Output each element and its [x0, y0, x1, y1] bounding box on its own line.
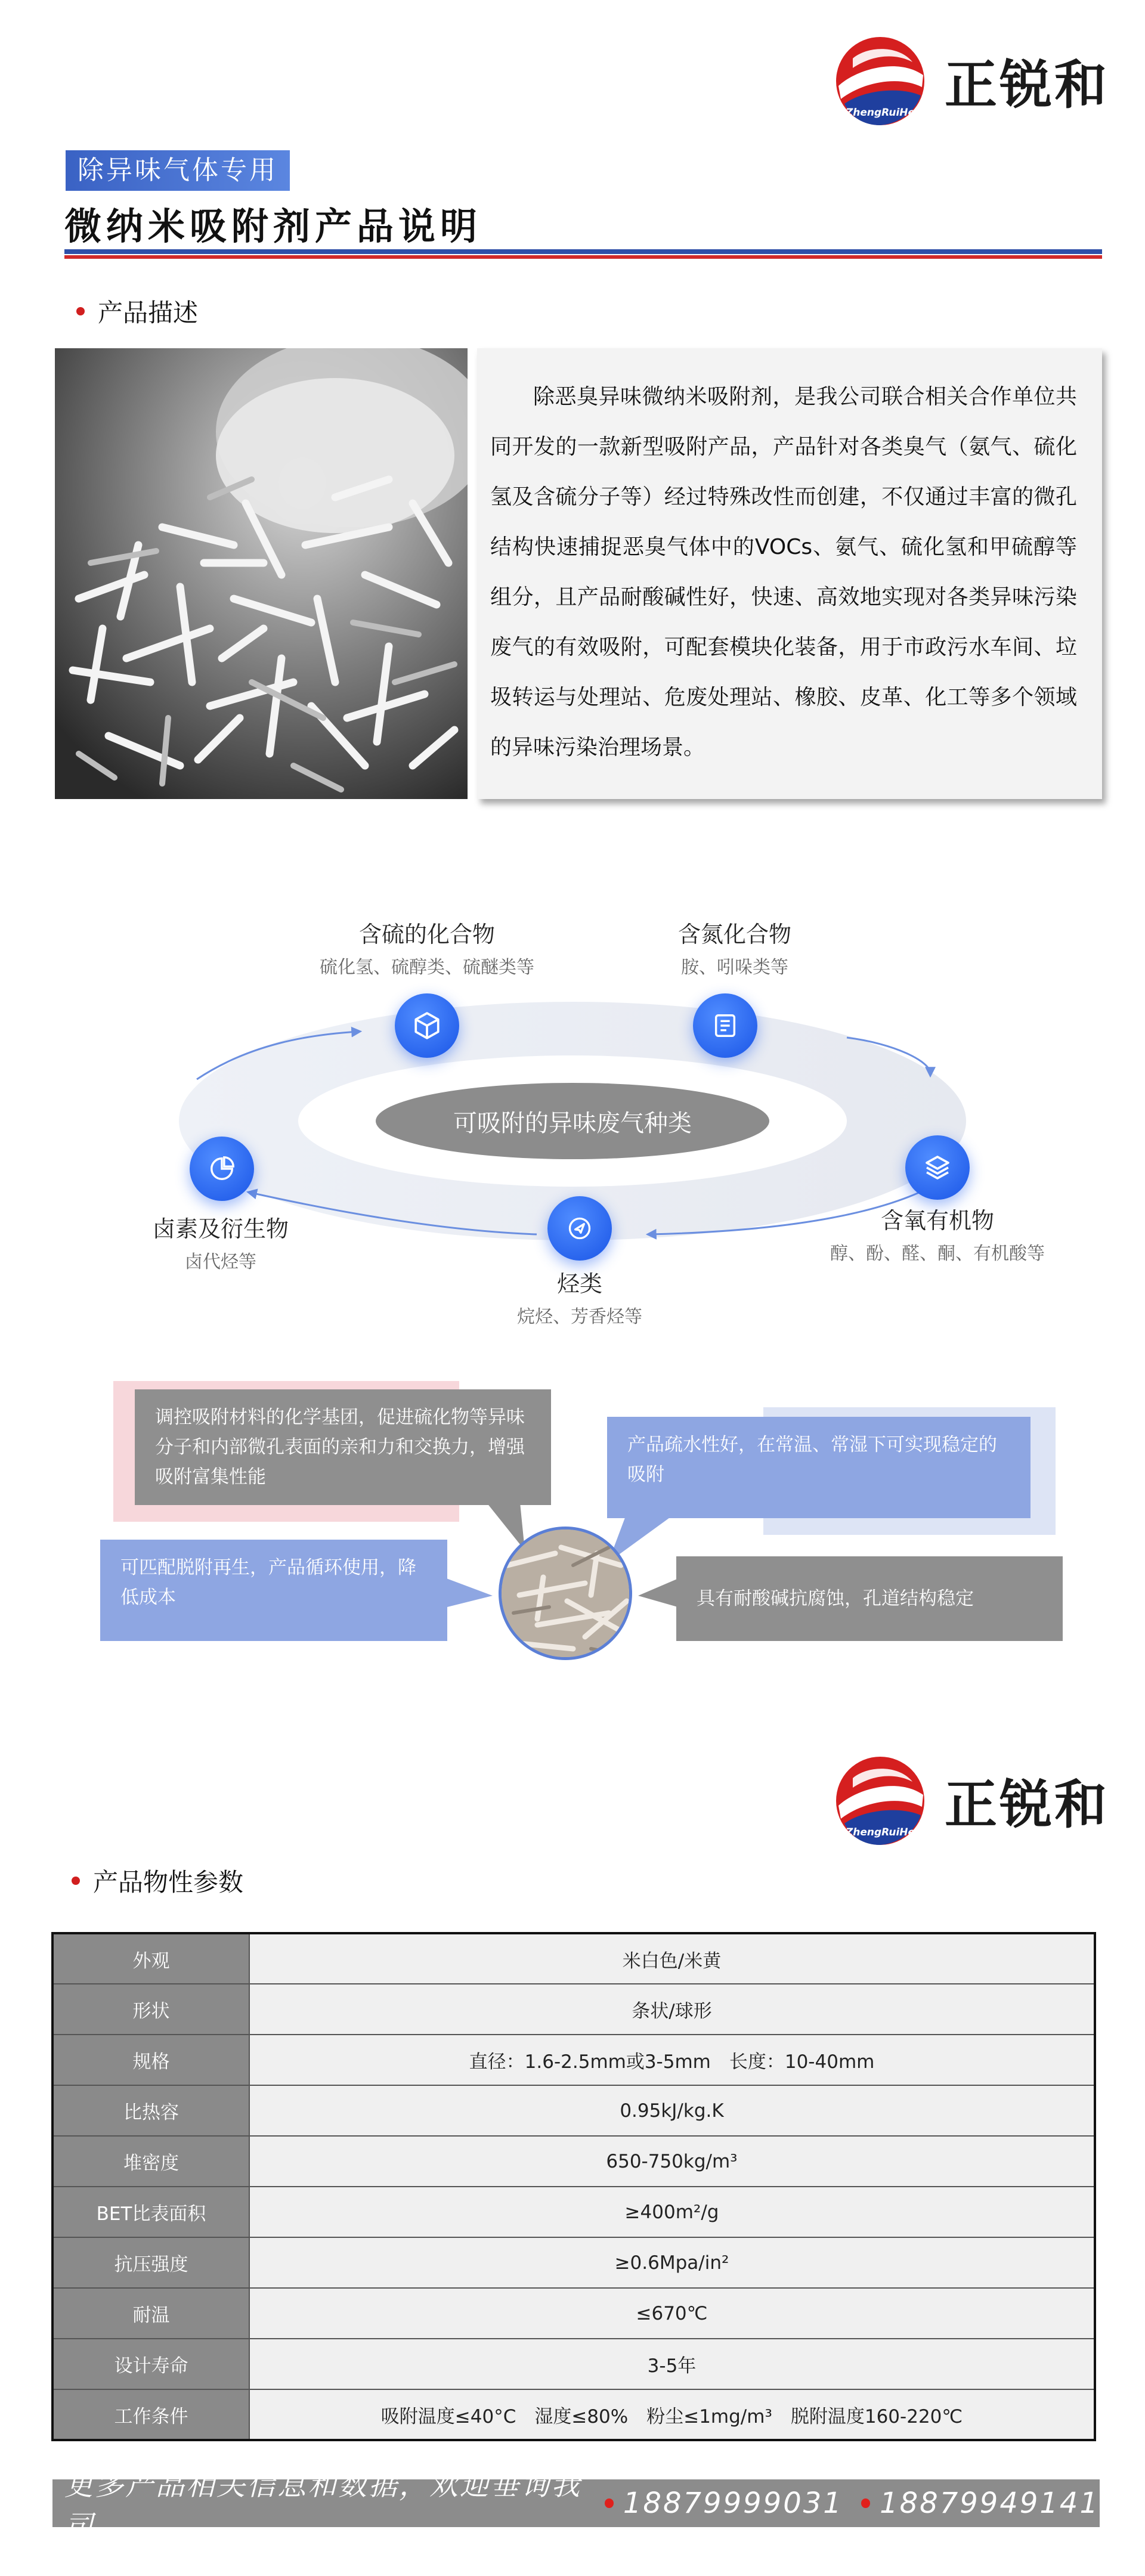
property-key: 形状 [52, 1984, 249, 2035]
description-heading [76, 293, 198, 329]
table-row [52, 2389, 1095, 2440]
diagram-center-label: 可吸附的异味废气种类 [376, 1083, 769, 1159]
title-rule-blue [64, 249, 1102, 254]
category-examples: 烷烃、芳香烃等 [517, 1306, 642, 1327]
bullet-dot-icon [76, 307, 85, 315]
category-name: 含氧有机物 [880, 1208, 994, 1234]
callout-pointer-icon [638, 1578, 680, 1614]
category-examples: 胺、吲哚类等 [681, 957, 788, 978]
category-name: 卤素及衍生物 [152, 1216, 289, 1242]
logo-sub-text: ZhengRuiHe [845, 1826, 915, 1838]
property-key: 设计寿命 [52, 2339, 249, 2389]
pie-chart-icon [190, 1137, 254, 1201]
category-sulfur [272, 916, 582, 979]
category-examples: 醇、酚、醛、酮、有机酸等 [830, 1243, 1045, 1264]
property-value: 米白色/米黄 [249, 1933, 1095, 1984]
property-key: 规格 [52, 2035, 249, 2085]
category-hydrocarbons [425, 1265, 735, 1328]
callout-pointer-icon [445, 1578, 499, 1614]
category-name: 烃类 [556, 1271, 602, 1297]
category-name: 含硫的化合物 [358, 921, 495, 948]
table-row [52, 2136, 1095, 2187]
send-icon [547, 1196, 612, 1261]
property-value: ≥0.6Mpa/in² [249, 2237, 1095, 2288]
property-value: ≥400m²/g [249, 2187, 1095, 2237]
category-examples: 硫化氢、硫醇类、硫醚类等 [320, 957, 534, 978]
property-key: 堆密度 [52, 2136, 249, 2187]
category-halogens [66, 1210, 376, 1273]
gas-types-diagram [0, 883, 1145, 1336]
property-key: 抗压强度 [52, 2237, 249, 2288]
product-photo-circle [499, 1527, 632, 1660]
cube-icon [395, 993, 459, 1058]
property-value: 3-5年 [249, 2339, 1095, 2389]
table-row [52, 2085, 1095, 2136]
bullet-dot-icon [861, 2498, 870, 2508]
description-box [477, 348, 1102, 799]
document-icon [693, 993, 757, 1058]
product-photo [55, 348, 468, 799]
table-row [52, 1933, 1095, 1984]
category-oxygen-organics [782, 1202, 1093, 1265]
brand-name: 正锐和 [945, 54, 1110, 116]
property-value: ≤670℃ [249, 2288, 1095, 2339]
bullet-dot-icon [605, 2498, 614, 2508]
contact-footer [52, 2469, 1100, 2543]
feature-callout-chemistry: 调控吸附材料的化学基团，促进硫化物等异味分子和内部微孔表面的亲和力和交换力，增强吸附富集性能 [135, 1389, 551, 1505]
table-row [52, 2288, 1095, 2339]
description-text: 除恶臭异味微纳米吸附剂，是我公司联合相关合作单位共同开发的一款新型吸附产品，产品针对各类臭气（氨气、硫化氢及含硫分子等）经过特殊改性而创建，不仅通过丰富的微孔结构快速捕捉恶臭气体中的VOCs、氨气、硫化氢和甲硫醇等组分，且产品耐酸碱性好，快速、高效地实现对各类异味污染废气的有效吸附，可配套模块化装备，用于市政污水车间、垃圾转运与处理站、危废处理站、橡胶、皮革、化工等多个领域的异味污染治理场景。 [490, 385, 1077, 760]
properties-table [51, 1932, 1096, 2441]
category-examples: 卤代烃等 [185, 1252, 256, 1272]
properties-heading [72, 1863, 243, 1899]
table-row [52, 2237, 1095, 2288]
feature-callout-regeneration: 可匹配脱附再生，产品循环使用，降低成本 [100, 1540, 447, 1641]
description-heading-text: 产品描述 [98, 298, 199, 327]
phone-number-2[interactable]: 18879949141 [880, 2487, 1100, 2520]
feature-callout-corrosion: 具有耐酸碱抗腐蚀，孔道结构稳定 [676, 1556, 1063, 1641]
brand-name: 正锐和 [945, 1774, 1110, 1835]
logo-sub-text: ZhengRuiHe [845, 107, 915, 119]
brand-logo-secondary [833, 1753, 1109, 1849]
category-nitrogen [580, 916, 890, 979]
table-row [52, 2339, 1095, 2389]
property-value: 吸附温度≤40°C 湿度≤80% 粉尘≤1mg/m³ 脱附温度160-220℃ [249, 2389, 1095, 2440]
category-name: 含氮化合物 [677, 921, 791, 948]
feature-callout-hydrophobic: 产品疏水性好，在常温、常湿下可实现稳定的吸附 [607, 1417, 1030, 1518]
table-row [52, 2187, 1095, 2237]
title-rule-red [64, 255, 1102, 259]
property-value: 650-750kg/m³ [249, 2136, 1095, 2187]
property-key: 耐温 [52, 2288, 249, 2339]
property-key: 比热容 [52, 2085, 249, 2136]
page-title: 微纳米吸附剂产品说明 [64, 205, 482, 248]
property-key: 外观 [52, 1933, 249, 1984]
category-tag: 除异味气体专用 [66, 150, 290, 191]
feature-callouts [0, 1371, 1145, 1682]
brand-logo [833, 33, 1109, 129]
table-row [52, 2035, 1095, 2085]
logo-emblem-icon [833, 33, 928, 129]
table-row [52, 1984, 1095, 2035]
property-key: BET比表面积 [52, 2187, 249, 2237]
property-key: 工作条件 [52, 2389, 249, 2440]
footer-text: 更多产品相关信息和数据，欢迎垂询我司 [64, 2469, 582, 2543]
property-value: 条状/球形 [249, 1984, 1095, 2035]
property-value: 0.95kJ/kg.K [249, 2085, 1095, 2136]
layers-icon [905, 1135, 970, 1200]
property-value: 直径：1.6-2.5mm或3-5mm 长度：10-40mm [249, 2035, 1095, 2085]
logo-emblem-icon [833, 1753, 928, 1849]
bullet-dot-icon [72, 1877, 80, 1885]
properties-heading-text: 产品物性参数 [93, 1868, 244, 1897]
phone-number-1[interactable]: 18879999031 [623, 2487, 843, 2520]
